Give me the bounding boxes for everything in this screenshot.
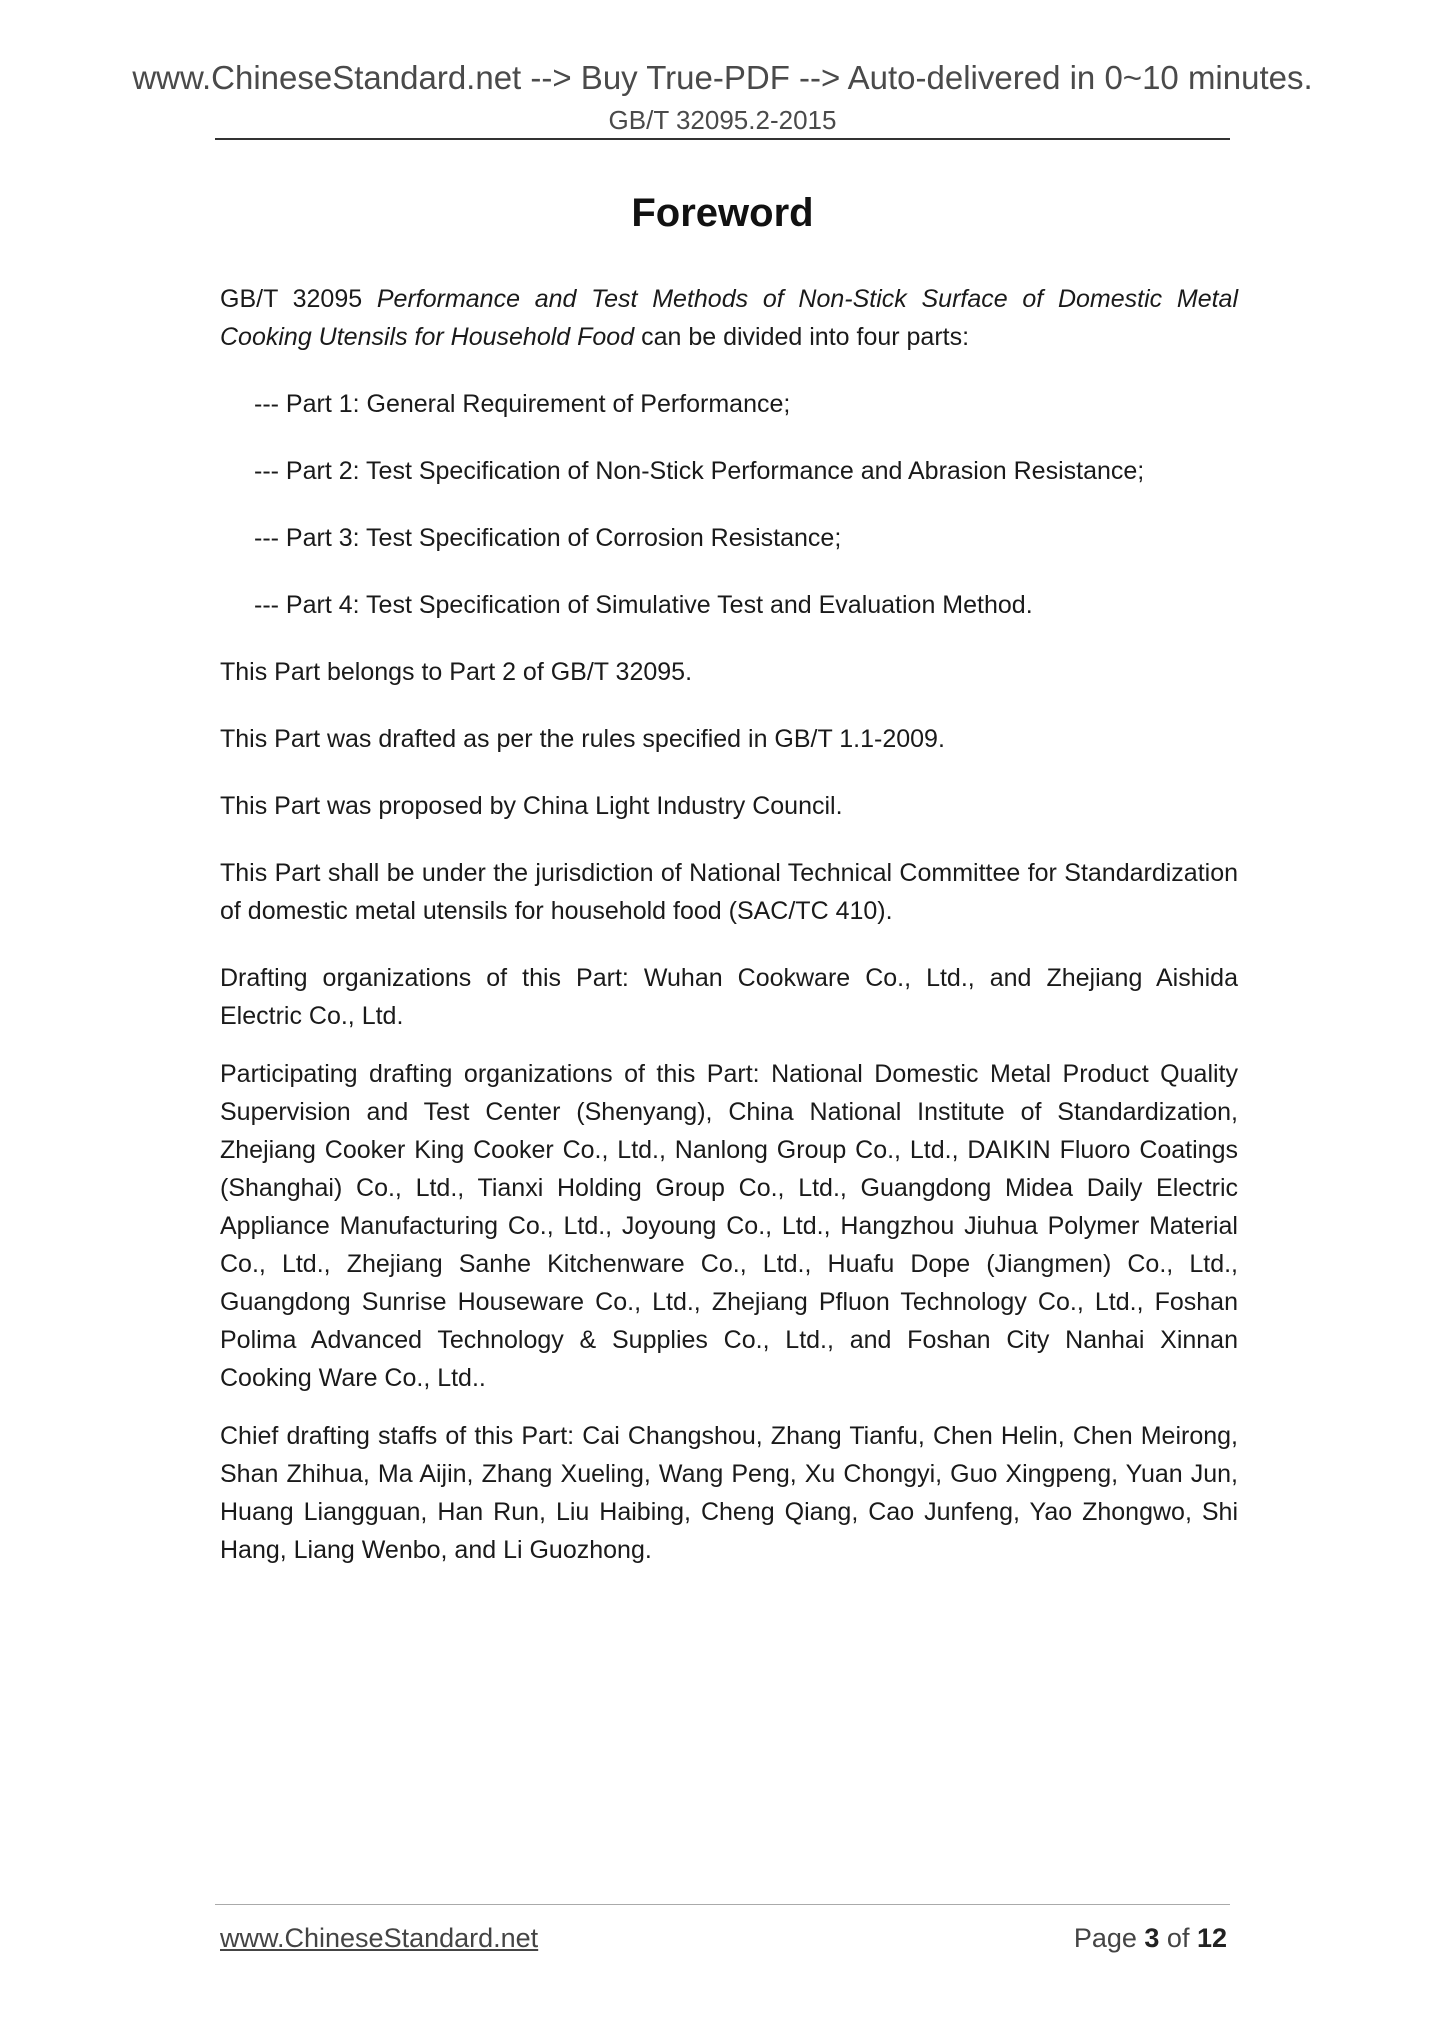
- page-number: [1074, 1921, 1227, 1955]
- page-title: Foreword: [631, 191, 814, 235]
- intro-suffix: can be divided into four parts:: [634, 323, 970, 351]
- document-body: [220, 280, 1238, 1598]
- page-current: 3: [1144, 1923, 1160, 1953]
- paragraph-drafting-orgs: Drafting organizations of this Part: Wuhan Cookware Co., Ltd., and Zhejiang Aishida Electric Co., Ltd.: [220, 964, 1238, 1030]
- footer-site-link[interactable]: www.ChineseStandard.net: [220, 1923, 539, 1953]
- paragraph-drafted-rules: This Part was drafted as per the rules specified in GB/T 1.1-2009.: [220, 725, 945, 753]
- footer-divider: [215, 1904, 1230, 1905]
- paragraph-proposed: This Part was proposed by China Light Industry Council.: [220, 792, 843, 820]
- intro-standard-title: Performance and Test Methods of Non-Stick Surface of Domestic Metal Cooking Utensils for Household Food: [220, 285, 1239, 351]
- list-item: --- Part 4: Test Specification of Simulative Test and Evaluation Method.: [254, 591, 1033, 619]
- intro-paragraph: [220, 280, 1238, 356]
- header-banner: www.ChineseStandard.net --> Buy True-PDF --> Auto-delivered in 0~10 minutes.: [132, 59, 1313, 96]
- paragraph-participating-orgs: Participating drafting organizations of this Part: National Domestic Metal Product Quality Supervision and Test Center (Shenyang), China National Institute of Standardization, Zhejiang Cooker King Cooker Co., Ltd., Nanlong Group Co., Ltd., DAIKIN Fluoro Coatings (Shanghai) Co., Ltd., Tianxi Holding Group Co., Ltd., Guangdong Midea Daily Electric Appliance Manufacturing Co., Ltd., Joyoung Co., Ltd., Hangzhou Jiuhua Polymer Material Co., Ltd., Zhejiang Sanhe Kitchenware Co., Ltd., Huafu Dope (Jiangmen) Co., Ltd., Guangdong Sunrise Houseware Co., Ltd., Zhejiang Pfluon Technology Co., Ltd., Foshan Polima Advanced Technology & Supplies Co., Ltd., and Foshan City Nanhai Xinnan Cooking Ware Co., Ltd..: [220, 1060, 1238, 1392]
- paragraph-chief-staff: Chief drafting staffs of this Part: Cai Changshou, Zhang Tianfu, Chen Helin, Chen Meirong, Shan Zhihua, Ma Aijin, Zhang Xueling, Wang Peng, Xu Chongyi, Guo Xingpeng, Yuan Jun, Huang Liangguan, Han Run, Liu Haibing, Cheng Qiang, Cao Junfeng, Yao Zhongwo, Shi Hang, Liang Wenbo, and Li Guozhong.: [220, 1422, 1238, 1564]
- list-item: --- Part 2: Test Specification of Non-Stick Performance and Abrasion Resistance;: [254, 457, 1145, 485]
- page-prefix: Page: [1073, 1923, 1145, 1953]
- paragraph-jurisdiction: This Part shall be under the jurisdiction of National Technical Committee for Standardization of domestic metal utensils for household food (SAC/TC 410).: [220, 859, 1238, 925]
- list-item: --- Part 1: General Requirement of Performance;: [254, 390, 791, 418]
- intro-prefix: GB/T 32095: [220, 285, 377, 313]
- header-divider: [215, 138, 1230, 140]
- page-total: 12: [1196, 1923, 1227, 1953]
- paragraph-belongs: This Part belongs to Part 2 of GB/T 32095.: [220, 658, 693, 686]
- page-of: of: [1159, 1923, 1197, 1953]
- header-standard-id: GB/T 32095.2-2015: [608, 105, 837, 135]
- list-item: --- Part 3: Test Specification of Corrosion Resistance;: [254, 524, 842, 552]
